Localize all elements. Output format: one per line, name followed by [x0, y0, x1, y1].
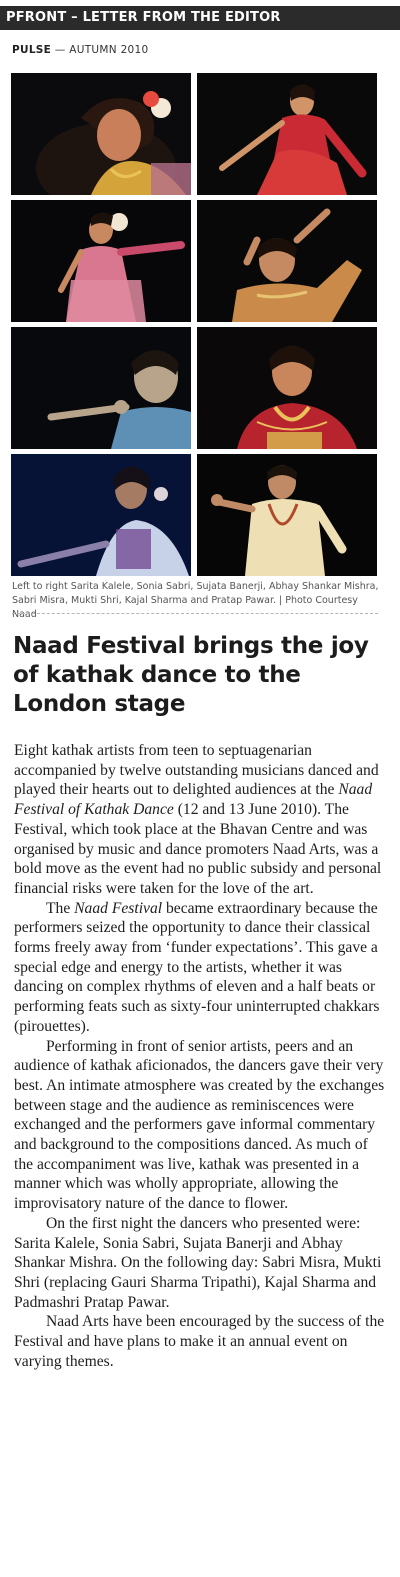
paragraph-1-text-a: Eight kathak artists from teen to septuagenarian accompanied by twelve outstanding musicians danced and played their hearts out to delighted audiences at the [14, 742, 379, 799]
paragraph-1-text-b: (12 and 13 June 2010). The Festival, which took place at the Bhavan Centre and was organised by music and dance promoters Naad Arts, was a bold move as the event had no public subsidy and personal financial risks were taken for the love of the art. [14, 801, 382, 897]
dancer-portrait-image [197, 73, 377, 195]
dancer-portrait-image [197, 454, 377, 576]
paragraph-1 [14, 741, 386, 899]
photo-dancer-1 [11, 73, 191, 195]
article-body [14, 741, 386, 1372]
photo-dancer-6 [197, 327, 377, 449]
publication-name: PULSE [12, 44, 52, 56]
dancer-portrait-image [11, 454, 191, 576]
issue-season: AUTUMN 2010 [69, 44, 149, 56]
dancer-portrait-image [11, 200, 191, 322]
dancer-photo-grid [11, 73, 377, 576]
section-title: PFRONT – LETTER FROM THE EDITOR [6, 10, 281, 25]
photo-dancer-7 [11, 454, 191, 576]
article-headline: Naad Festival brings the joy of kathak dance to the London stage [13, 633, 369, 717]
dancer-portrait-image [11, 73, 191, 195]
photo-dancer-3 [11, 200, 191, 322]
paragraph-5: Naad Arts have been encouraged by the success of the Festival and have plans to make it an annual event on varying themes. [14, 1313, 385, 1370]
issue-separator: — [54, 44, 66, 56]
caption-divider [12, 613, 378, 614]
festival-title-italic: Naad Festival of Kathak Dance [14, 781, 373, 819]
paragraph-2-text-b: became extraordinary because the performers seized the opportunity to dance their classical forms freely away from ‘funder expectations’. This gave a special edge and energy to the artists, whether it was dancing on complex rhythms of eleven and a half beats or performing feats such as sixty-four uninterrupted chakkars (pirouettes). [14, 899, 380, 1035]
photo-dancer-5 [11, 327, 191, 449]
dancer-portrait-image [197, 327, 377, 449]
festival-name-italic: Naad Festival [74, 899, 163, 917]
photo-dancer-8 [197, 454, 377, 576]
paragraph-2 [14, 899, 386, 1037]
paragraph-3: Performing in front of senior artists, peers and an audience of kathak aficionados, the dancers gave their very best. An intimate atmosphere was created by the exchanges between stage and the audience as reminiscences were exchanged and the performers gave informal commentary and background to the compositions danced. As much of the accompaniment was live, kathak was presented in a manner which was wholly appropriate, allowing the improvisatory nature of the dance to flower. [14, 1037, 385, 1213]
paragraph-2-text-a: The [46, 899, 75, 917]
photo-caption: Left to right Sarita Kalele, Sonia Sabri, Sujata Banerji, Abhay Shankar Mishra, Sabri Misra, Mukti Shri, Kajal Sharma and Pratap Pawar. | Photo Courtesy Naad [12, 581, 379, 620]
issue-line [12, 44, 149, 56]
dancer-portrait-image [197, 200, 377, 322]
photo-dancer-4 [197, 200, 377, 322]
dancer-portrait-image [11, 327, 191, 449]
paragraph-4: On the first night the dancers who presented were: Sarita Kalele, Sonia Sabri, Sujata Banerji and Abhay Shankar Mishra. On the following day: Sabri Misra, Mukti Shri (replacing Gauri Sharma Tripathi), Kajal Sharma and Padmashri Pratap Pawar. [14, 1214, 382, 1311]
photo-dancer-2 [197, 73, 377, 195]
